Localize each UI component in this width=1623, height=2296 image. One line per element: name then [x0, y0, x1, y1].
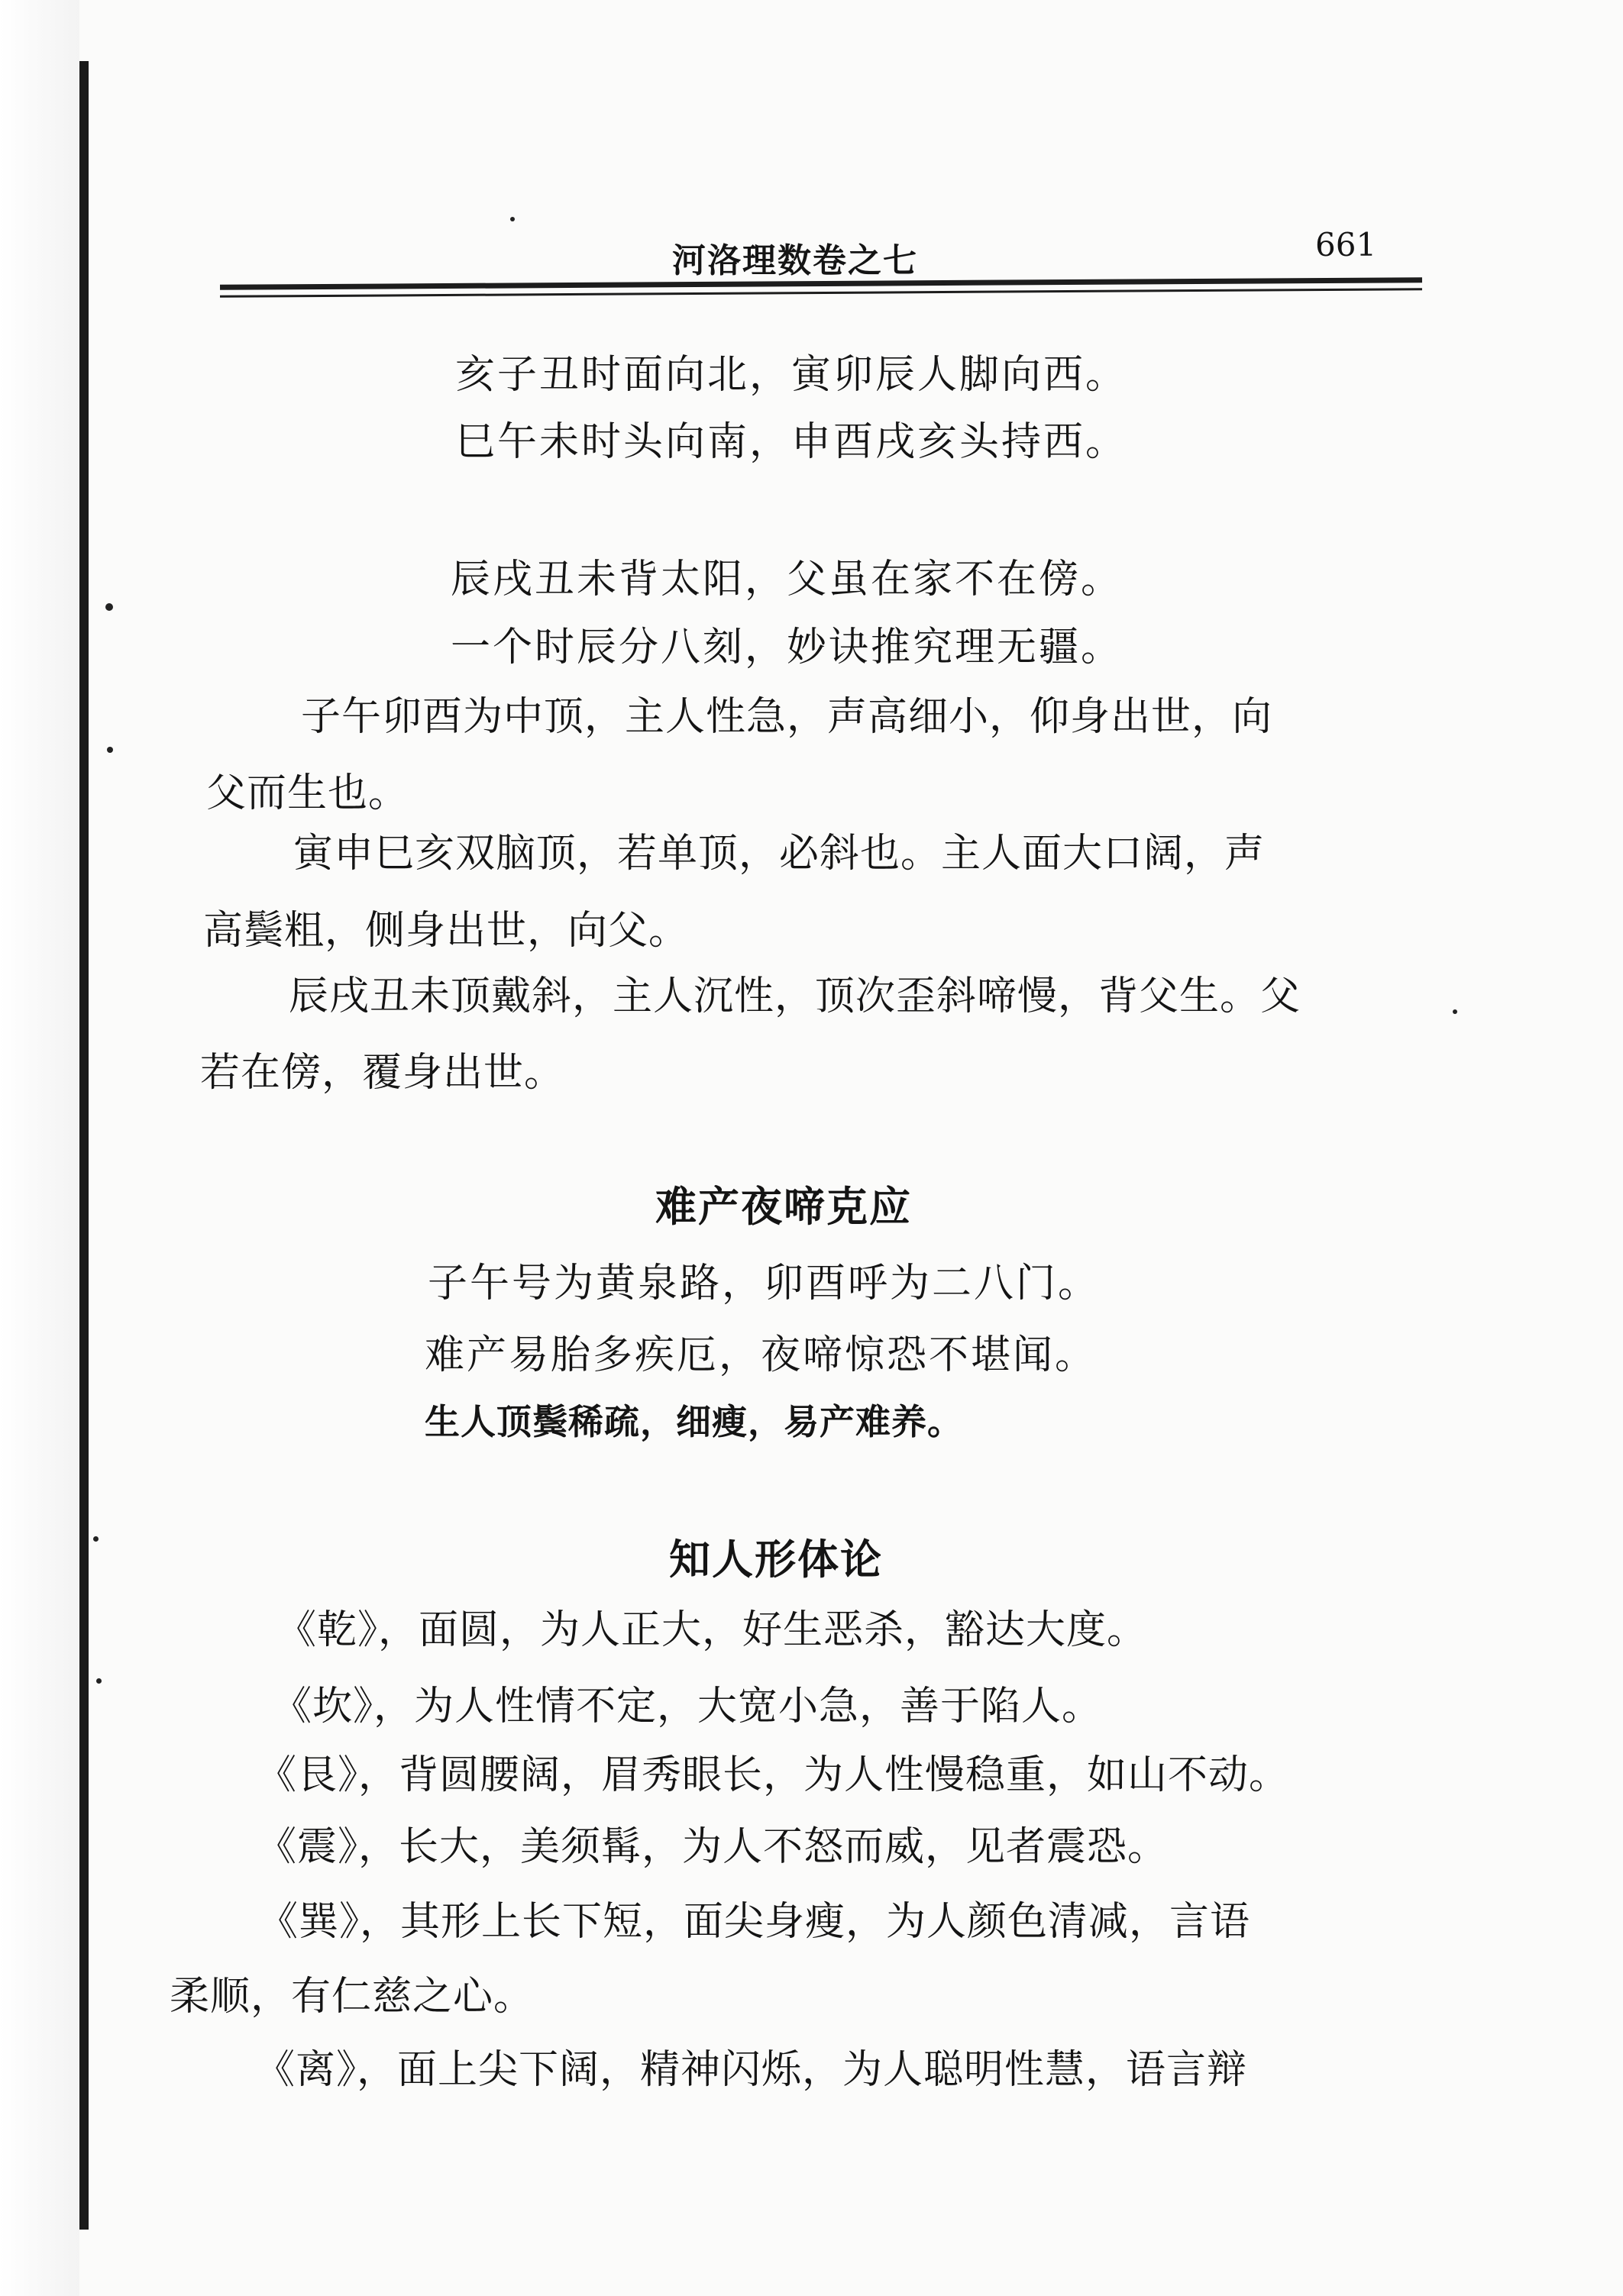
trigram-kan-line: 《坎》，为人性情不定，大宽小急，善于陷人。 — [272, 1684, 1103, 1729]
running-title: 河洛理数卷之七 — [672, 241, 918, 280]
verse-line-5: 子午号为黄泉路，卯酉呼为二八门。 — [428, 1261, 1101, 1306]
page-number: 661 — [1315, 226, 1377, 263]
verse-line-2: 巳午未时头向南，申酉戌亥头持西。 — [455, 419, 1128, 465]
header-rule-thin — [220, 288, 1422, 298]
trigram-zhen-line: 《震》，长大，美须髯，为人不怒而威，见者震恐。 — [257, 1824, 1169, 1870]
verse-line-6: 难产易胎多疾厄，夜啼惊恐不堪闻。 — [425, 1332, 1098, 1378]
binding-edge — [79, 61, 89, 2230]
page-margin-shadow — [0, 0, 79, 2296]
trigram-li-line: 《离》，面上尖下阔，精神闪烁，为人聪明性慧，语言辩 — [255, 2047, 1248, 2093]
verse-line-1: 亥子丑时面向北，寅卯辰人脚向西。 — [455, 352, 1128, 398]
trigram-xun-line-2: 柔顺，有仁慈之心。 — [170, 1974, 535, 2020]
paragraph-3-line-2: 若在傍，覆身出世。 — [200, 1050, 565, 1096]
scan-speck — [96, 1678, 102, 1684]
scan-speck — [105, 603, 113, 611]
trigram-xun-line-1: 《巽》，其形上长下短，面尖身瘦，为人颜色清减，言语 — [258, 1899, 1251, 1945]
trigram-qian-line: 《乾》，面圆，为人正大，好生恶杀，豁达大度。 — [276, 1607, 1148, 1653]
section-heading-difficult-birth: 难产夜啼克应 — [655, 1182, 912, 1231]
verse-line-4: 一个时辰分八刻，妙诀推究理无疆。 — [451, 625, 1123, 670]
verse-line-3: 辰戌丑未背太阳，父虽在家不在傍。 — [451, 557, 1123, 602]
paragraph-3-line-1: 辰戌丑未顶戴斜，主人沉性，顶次歪斜啼慢，背父生。父 — [289, 974, 1301, 1019]
paragraph-2-line-2: 高鬓粗，侧身出世，向父。 — [203, 908, 690, 954]
paragraph-1-line-2: 父而生也。 — [206, 770, 409, 816]
scan-speck — [1453, 1009, 1457, 1014]
paragraph-1-line-1: 子午卯酉为中顶，主人性急，声高细小，仰身出世，向 — [301, 694, 1273, 740]
section-heading-body-form: 知人形体论 — [669, 1535, 883, 1584]
trigram-gen-line: 《艮》，背圆腰阔，眉秀眼长，为人性慢稳重，如山不动。 — [257, 1752, 1290, 1798]
section-note: 生人顶鬓稀疏，细瘦，易产难养。 — [425, 1401, 963, 1442]
scan-speck — [93, 1536, 99, 1542]
paragraph-2-line-1: 寅申巳亥双脑顶，若单顶，必斜也。主人面大口阔，声 — [293, 831, 1266, 877]
scan-speck — [107, 747, 113, 753]
scan-speck — [510, 217, 515, 221]
